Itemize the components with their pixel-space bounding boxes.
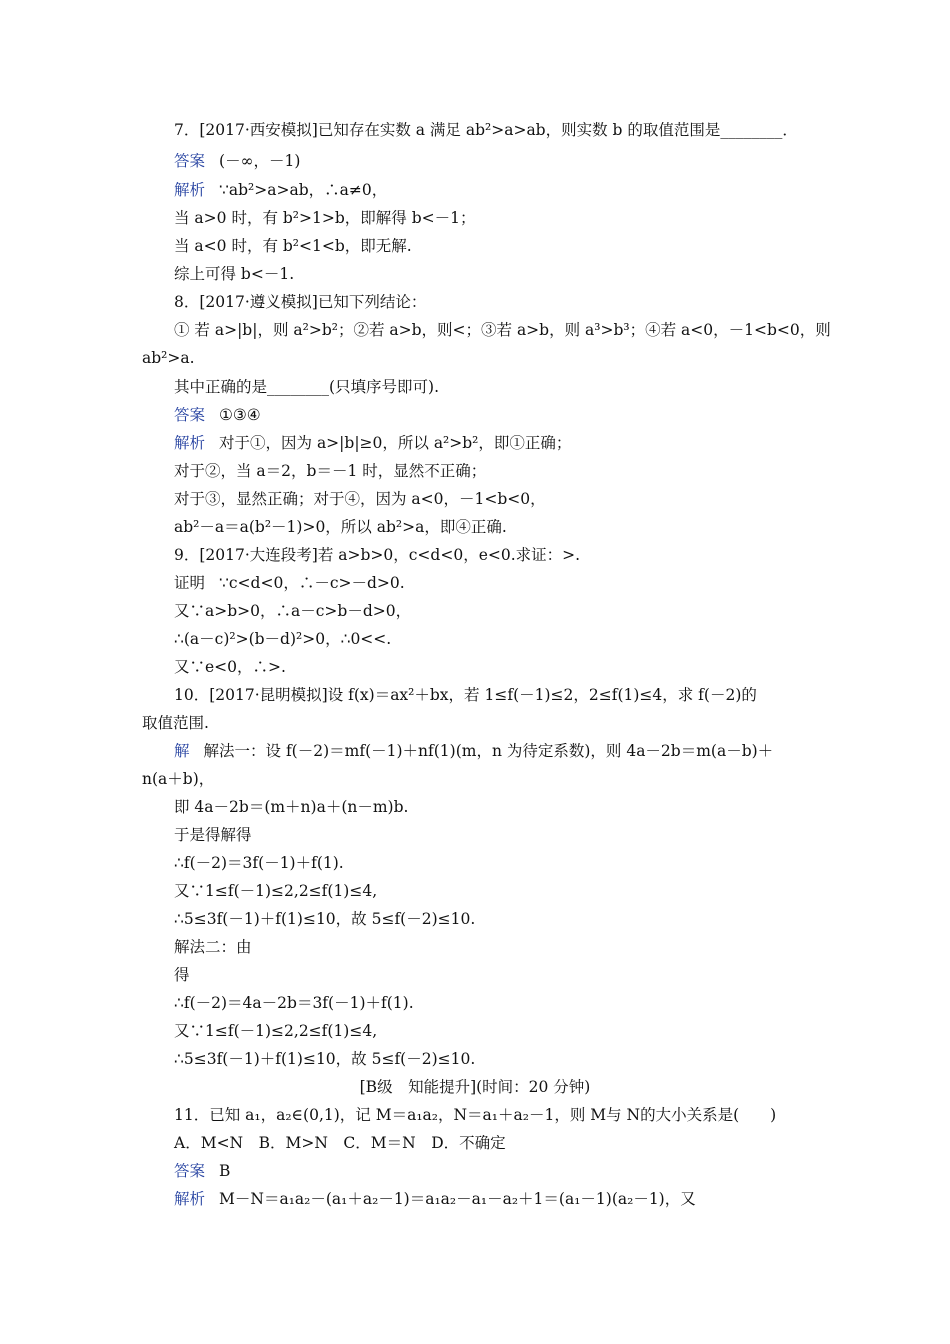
analysis-line: 解析 ∵ab²>a>ab，∴a≠0，: [174, 181, 388, 199]
solution-label: 解: [174, 742, 190, 760]
text-line: ∴5≤3f(－1)＋f(1)≤10，故 5≤f(－2)≤10.: [174, 910, 476, 928]
answer-line: 答案 ①③④: [174, 406, 261, 424]
section-heading: [B级 知能提升](时间：20 分钟): [359, 1078, 591, 1096]
text-line: ① 若 a>|b|，则 a²>b²；②若 a>b，则<；③若 a>b，则 a³>b³；④若 a<0，－1<b<0，则: [174, 321, 831, 339]
text-line: 取值范围.: [142, 714, 209, 732]
text-line: 又∵1≤f(－1)≤2,2≤f(1)≤4,: [174, 882, 378, 900]
answer-label: 答案: [174, 152, 206, 170]
text-line: 又∵a>b>0，∴a－c>b－d>0，: [174, 602, 412, 620]
proof-label: 证明: [174, 574, 206, 592]
text-line: ∴(a－c)²>(b－d)²>0，∴0<<.: [174, 630, 392, 648]
answer-label: 答案: [174, 406, 206, 424]
answer-label: 答案: [174, 1162, 206, 1180]
text-line: 解法二：由: [174, 938, 252, 956]
analysis-label: 解析: [174, 181, 206, 199]
answer-line: 答案 B: [174, 1162, 231, 1180]
text-line: 又∵1≤f(－1)≤2,2≤f(1)≤4,: [174, 1022, 378, 1040]
question-9-stem: 9．[2017·大连段考]若 a>b>0，c<d<0，e<0.求证：>.: [174, 546, 581, 564]
text-line: 于是得解得: [174, 826, 252, 844]
text-line: 当 a>0 时，有 b²>1>b，即解得 b<－1；: [174, 209, 476, 227]
choices-line: A．M<N B．M>N C．M＝N D．不确定: [174, 1134, 506, 1152]
text-line: 综上可得 b<－1.: [174, 265, 295, 283]
text-line: ab²>a.: [142, 349, 195, 367]
answer-line: 答案 (－∞，－1): [174, 152, 301, 170]
text-line: 又∵e<0，∴>.: [174, 658, 286, 676]
text-line: 当 a<0 时，有 b²<1<b，即无解.: [174, 237, 412, 255]
text-line: ∴f(－2)＝3f(－1)＋f(1).: [174, 854, 344, 872]
text-line: 对于②，当 a＝2，b＝－1 时，显然不正确；: [174, 462, 487, 480]
text-line: ab²－a＝a(b²－1)>0，所以 ab²>a，即④正确.: [174, 518, 507, 536]
question-8-stem: 8．[2017·遵义模拟]已知下列结论：: [174, 293, 427, 311]
text-line: 其中正确的是________(只填序号即可).: [174, 378, 440, 396]
question-11-stem: 11．已知 a₁，a₂∈(0,1)，记 M＝a₁a₂，N＝a₁＋a₂－1，则 M与 N的大小关系是( ): [174, 1106, 777, 1124]
analysis-line: 解析 M－N＝a₁a₂－(a₁＋a₂－1)＝a₁a₂－a₁－a₂＋1＝(a₁－1)(a₂－1)，又: [174, 1190, 696, 1208]
question-10-stem: 10．[2017·昆明模拟]设 f(x)＝ax²＋bx，若 1≤f(－1)≤2，2≤f(1)≤4，求 f(－2)的: [174, 686, 757, 704]
analysis-line: 解析 对于①，因为 a>|b|≥0，所以 a²>b²，即①正确；: [174, 434, 572, 452]
text-line: 即 4a－2b＝(m＋n)a＋(n－m)b.: [174, 798, 409, 816]
analysis-label: 解析: [174, 1190, 206, 1208]
question-7-stem: 7．[2017·西安模拟]已知存在实数 a 满足 ab²>a>ab，则实数 b 的取值范围是________．: [174, 121, 798, 139]
proof-line: 证明 ∵c<d<0，∴－c>－d>0.: [174, 574, 405, 592]
analysis-label: 解析: [174, 434, 206, 452]
text-line: 对于③，显然正确；对于④，因为 a<0，－1<b<0，: [174, 490, 546, 508]
text-line: ∴f(－2)＝4a－2b＝3f(－1)＋f(1).: [174, 994, 414, 1012]
text-line: 得: [174, 966, 190, 984]
text-line: ∴5≤3f(－1)＋f(1)≤10，故 5≤f(－2)≤10.: [174, 1050, 476, 1068]
solution-line: 解 解法一：设 f(－2)＝mf(－1)＋nf(1)(m，n 为待定系数)，则 4a－2b＝m(a－b)＋: [174, 742, 774, 760]
text-line: n(a＋b)，: [142, 770, 215, 788]
